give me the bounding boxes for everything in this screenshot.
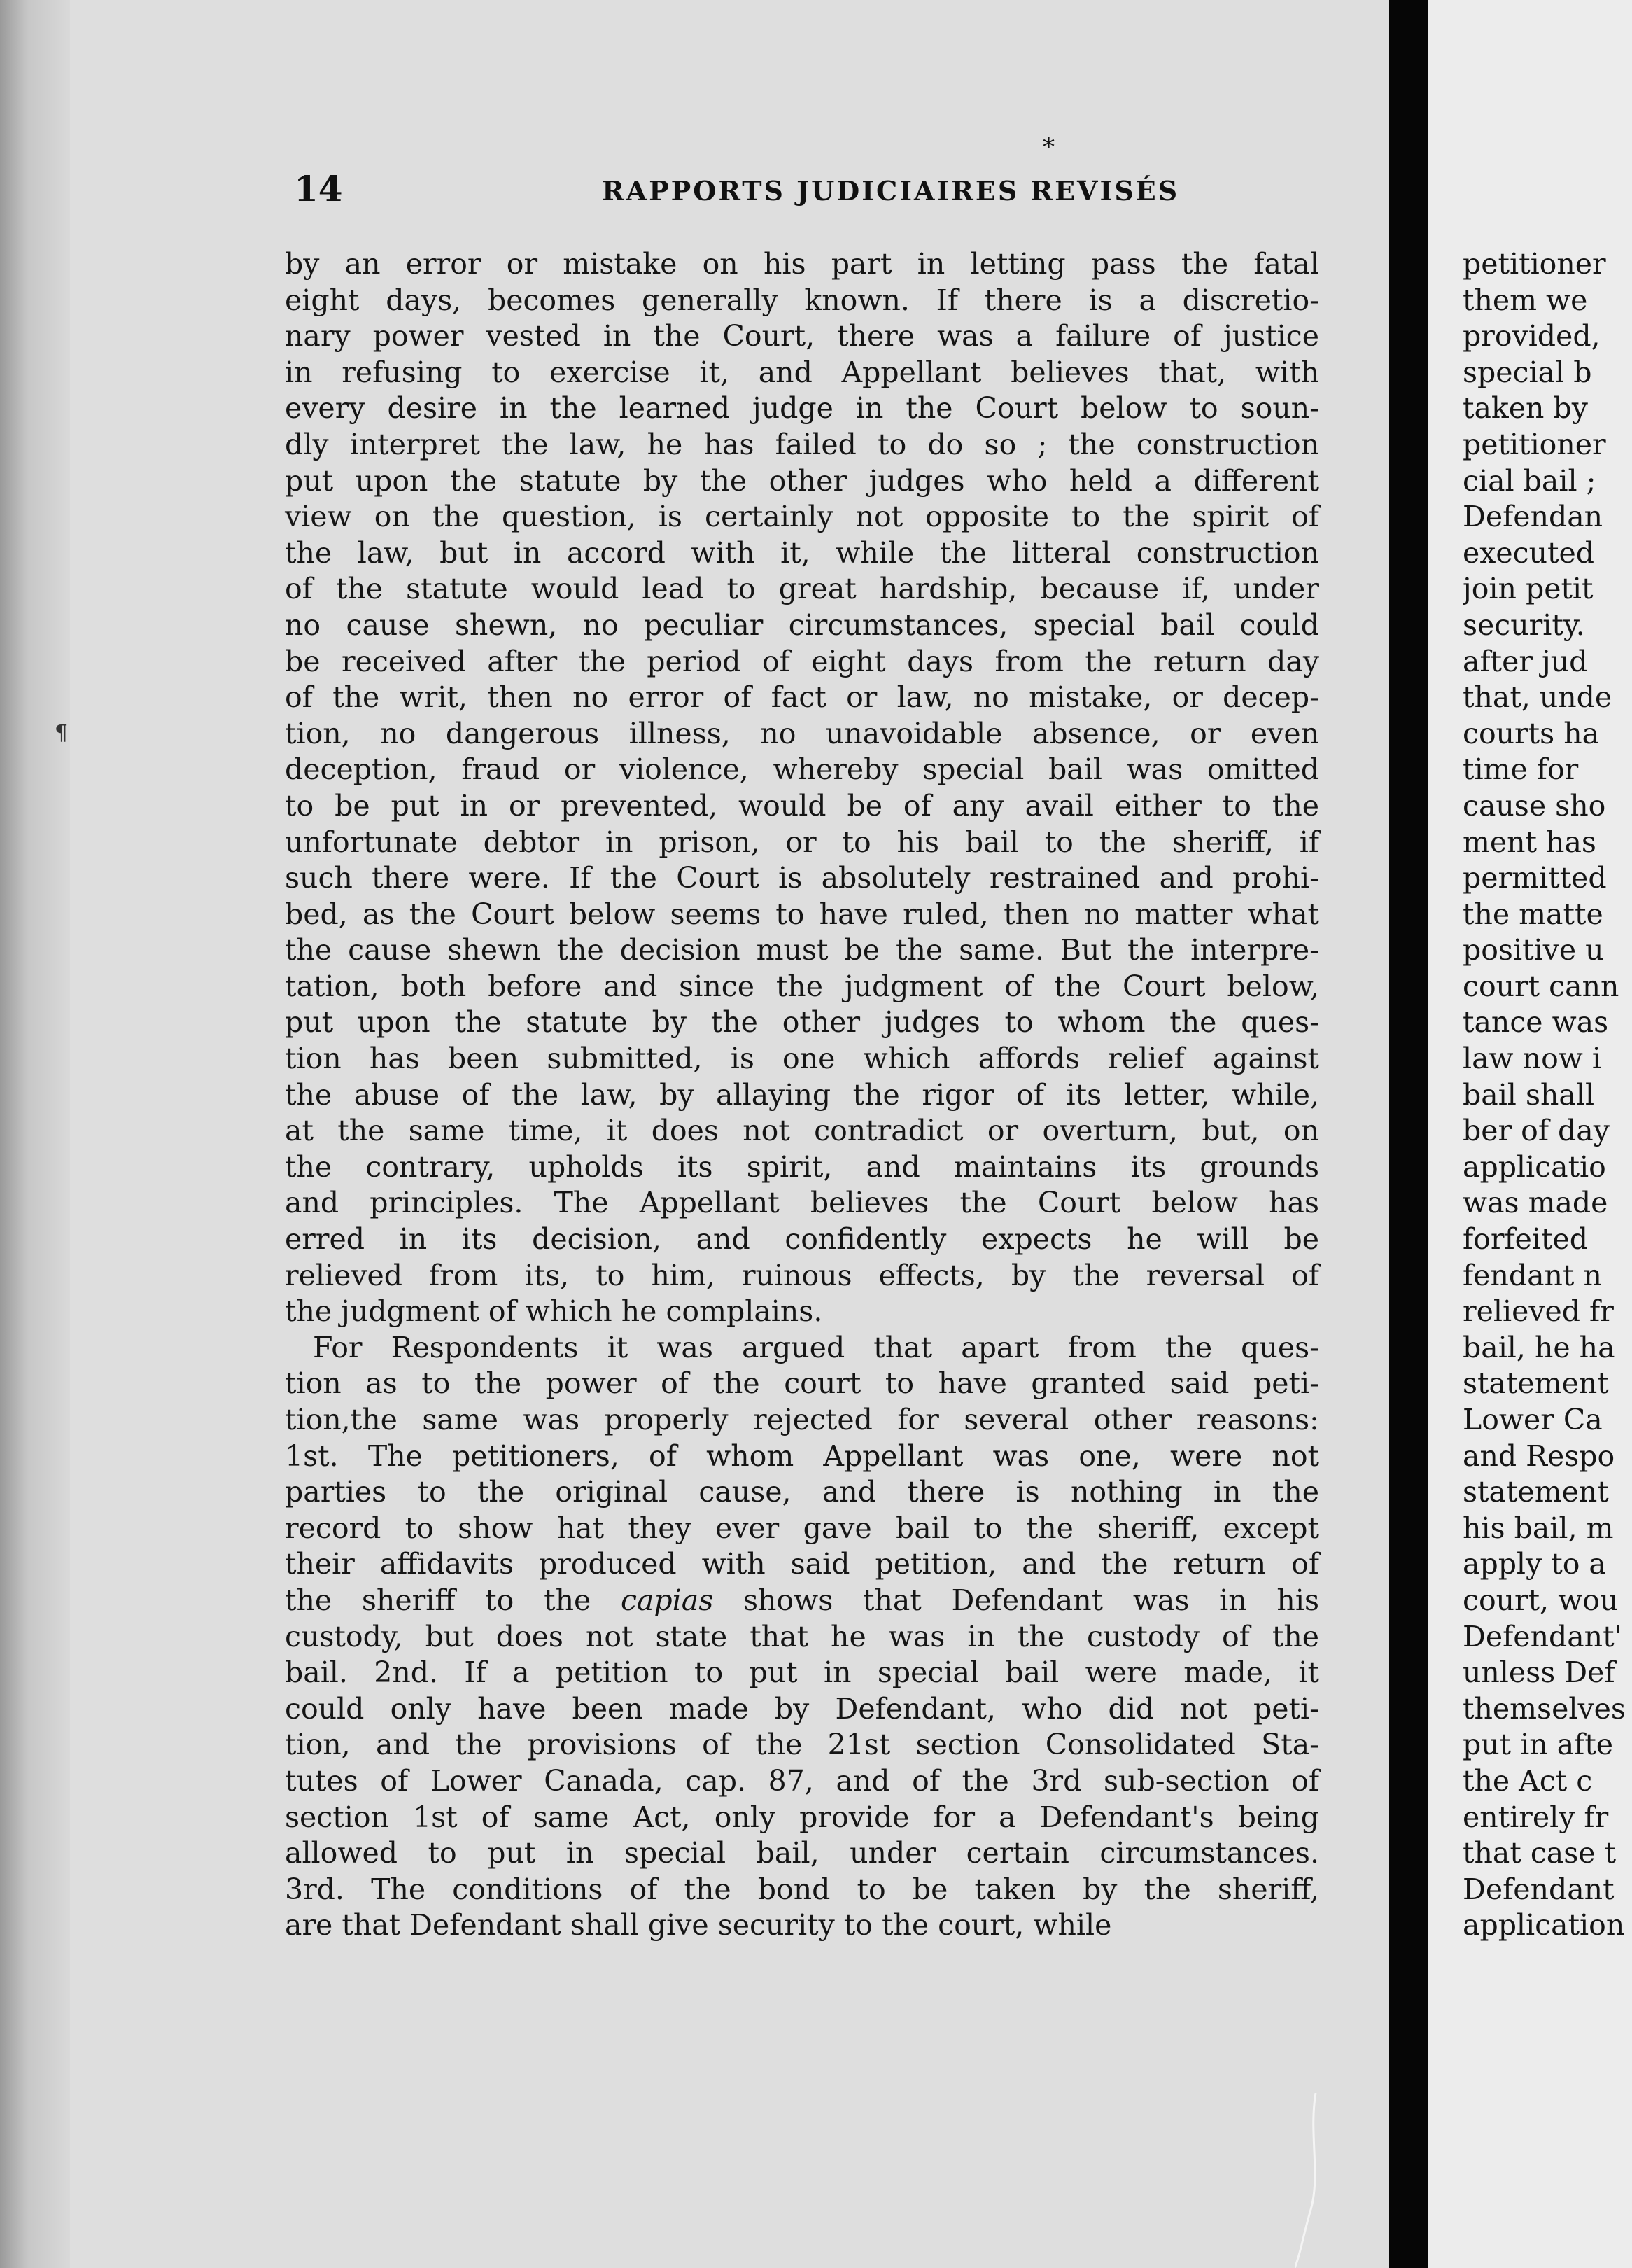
text-line: the abuse of the law, by allaying the rigor of its letter, while, bbox=[285, 1077, 1319, 1112]
right-text-line: tance was bbox=[1463, 1005, 1609, 1040]
text-line: custody, but does not state that he was in the custody of the bbox=[285, 1619, 1319, 1653]
right-text-line: permitted bbox=[1463, 861, 1607, 895]
right-text-line: executed bbox=[1463, 536, 1595, 570]
right-text-line: was made bbox=[1463, 1186, 1608, 1220]
text-line: to be put in or prevented, would be of any avail either to the bbox=[285, 788, 1319, 822]
right-text-line: cial bail ; bbox=[1463, 463, 1596, 498]
text-line bbox=[285, 1583, 1319, 1619]
top-mark: * bbox=[1043, 133, 1055, 161]
text-line: put upon the statute by the other judges who held a different bbox=[285, 463, 1319, 498]
italic-term: capias bbox=[620, 1583, 714, 1617]
right-text-line: special b bbox=[1463, 355, 1592, 389]
right-text-line: that case t bbox=[1463, 1836, 1617, 1870]
right-text-line: bail, he ha bbox=[1463, 1330, 1615, 1364]
right-text-line: ment has bbox=[1463, 825, 1596, 859]
text-line: bail. 2nd. If a petition to put in special bail were made, it bbox=[285, 1656, 1319, 1690]
scan-left-margin bbox=[0, 0, 70, 2268]
right-text-line: bail shall bbox=[1463, 1077, 1595, 1112]
right-text-line: ber of day bbox=[1463, 1114, 1610, 1148]
text-line: of the writ, then no error of fact or law, no mistake, or decep- bbox=[285, 680, 1319, 715]
text-line: 3rd. The conditions of the bond to be taken by the sheriff, bbox=[285, 1872, 1319, 1906]
text-line: tion, and the provisions of the 21st section Consolidated Sta- bbox=[285, 1728, 1319, 1762]
right-text-line: application bbox=[1463, 1908, 1625, 1942]
right-text-line: Defendant' bbox=[1463, 1619, 1622, 1653]
scan-scratch-mark bbox=[1295, 2093, 1323, 2268]
right-text-line: petitioner bbox=[1463, 247, 1606, 281]
page-header bbox=[0, 168, 1319, 217]
right-text-line: security. bbox=[1463, 608, 1585, 642]
text-line: For Respondents it was argued that apart from the ques- bbox=[313, 1330, 1319, 1364]
right-text-line: Defendant bbox=[1463, 1872, 1615, 1906]
right-text-line: law now i bbox=[1463, 1042, 1602, 1076]
text-line: bed, as the Court below seems to have ruled, then no matter what bbox=[285, 897, 1319, 931]
book-spine-shadow bbox=[1389, 0, 1428, 2268]
text-line: of the statute would lead to great hardship, because if, under bbox=[285, 572, 1319, 606]
right-text-line: apply to a bbox=[1463, 1547, 1606, 1581]
right-text-line: court cann bbox=[1463, 969, 1619, 1003]
margin-mark: ¶ bbox=[55, 721, 69, 746]
right-text-line: positive u bbox=[1463, 933, 1604, 967]
text-line: tutes of Lower Canada, cap. 87, and of the 3rd sub-section of bbox=[285, 1763, 1319, 1798]
right-text-line: themselves bbox=[1463, 1691, 1626, 1726]
text-line: erred in its decision, and confidently expects he will be bbox=[285, 1222, 1319, 1256]
right-text-line: them we bbox=[1463, 283, 1588, 317]
text-line: are that Defendant shall give security to the court, while bbox=[285, 1908, 1112, 1942]
text-line: tion as to the power of the court to have granted said peti- bbox=[285, 1366, 1319, 1401]
right-text-line: entirely fr bbox=[1463, 1800, 1609, 1834]
text-line: eight days, becomes generally known. If there is a discretio- bbox=[285, 283, 1319, 317]
text-line: dly interpret the law, he has failed to do so ; the construction bbox=[285, 427, 1319, 461]
text-line: be received after the period of eight days from the return day bbox=[285, 644, 1319, 678]
text-line: tation, both before and since the judgment of the Court below, bbox=[285, 969, 1319, 1003]
text-line: section 1st of same Act, only provide for a Defendant's being bbox=[285, 1800, 1319, 1834]
right-text-line: statement bbox=[1463, 1366, 1609, 1401]
right-text-line: unless Def bbox=[1463, 1656, 1615, 1690]
right-text-line: petitioner bbox=[1463, 427, 1606, 461]
text-line: allowed to put in special bail, under certain circumstances. bbox=[285, 1836, 1319, 1870]
text-line: deception, fraud or violence, whereby special bail was omitted bbox=[285, 752, 1319, 787]
text-line-part: shows that Defendant was in his bbox=[713, 1583, 1319, 1617]
right-text-line: time for bbox=[1463, 752, 1579, 787]
text-line: tion has been submitted, is one which affords relief against bbox=[285, 1042, 1319, 1076]
right-text-line: forfeited bbox=[1463, 1222, 1588, 1256]
text-line: unfortunate debtor in prison, or to his bail to the sheriff, if bbox=[285, 825, 1319, 859]
right-text-line: join petit bbox=[1463, 572, 1594, 606]
text-line: could only have been made by Defendant, who did not peti- bbox=[285, 1691, 1319, 1726]
text-line-part: the sheriff to the bbox=[285, 1583, 621, 1617]
text-line: the law, but in accord with it, while the litteral construction bbox=[285, 536, 1319, 570]
text-line: the judgment of which he complains. bbox=[285, 1294, 823, 1329]
text-line: in refusing to exercise it, and Appellant believes that, with bbox=[285, 355, 1319, 389]
running-title: RAPPORTS JUDICIAIRES REVISÉS bbox=[602, 175, 1180, 206]
text-line: relieved from its, to him, ruinous effects, by the reversal of bbox=[285, 1258, 1319, 1292]
right-text-line: after jud bbox=[1463, 644, 1588, 678]
text-line: at the same time, it does not contradict or overturn, but, on bbox=[285, 1114, 1319, 1148]
text-line: every desire in the learned judge in the Court below to soun- bbox=[285, 391, 1319, 426]
text-line: nary power vested in the Court, there was a failure of justice bbox=[285, 319, 1319, 354]
text-line: their affidavits produced with said petition, and the return of bbox=[285, 1547, 1319, 1581]
text-line: tion, no dangerous illness, no unavoidable absence, or even bbox=[285, 716, 1319, 750]
right-text-line: court, wou bbox=[1463, 1583, 1619, 1617]
text-line: no cause shewn, no peculiar circumstances, special bail could bbox=[285, 608, 1319, 642]
right-text-line: relieved fr bbox=[1463, 1294, 1614, 1329]
text-line: view on the question, is certainly not opposite to the spirit of bbox=[285, 500, 1319, 534]
right-text-line: put in afte bbox=[1463, 1728, 1614, 1762]
right-text-line: taken by bbox=[1463, 391, 1588, 426]
text-line: 1st. The petitioners, of whom Appellant was one, were not bbox=[285, 1438, 1319, 1473]
right-text-line: fendant n bbox=[1463, 1258, 1602, 1292]
text-line: tion,the same was properly rejected for several other reasons: bbox=[285, 1403, 1319, 1436]
text-line: record to show hat they ever gave bail to the sheriff, except bbox=[285, 1511, 1319, 1545]
text-line: the contrary, upholds its spirit, and maintains its grounds bbox=[285, 1149, 1319, 1184]
right-text-line: the matte bbox=[1463, 897, 1603, 931]
right-text-line: statement bbox=[1463, 1475, 1609, 1509]
text-line: put upon the statute by the other judges to whom the ques- bbox=[285, 1005, 1319, 1040]
page-number: 14 bbox=[294, 168, 343, 209]
text-line: and principles. The Appellant believes the Court below has bbox=[285, 1186, 1319, 1220]
right-text-line: provided, bbox=[1463, 319, 1601, 354]
text-line: such there were. If the Court is absolutely restrained and prohi- bbox=[285, 861, 1319, 895]
right-text-line: applicatio bbox=[1463, 1149, 1606, 1184]
right-text-line: the Act c bbox=[1463, 1763, 1593, 1798]
right-text-line: and Respo bbox=[1463, 1438, 1615, 1473]
right-text-line: his bail, m bbox=[1463, 1511, 1614, 1545]
body-text bbox=[285, 246, 1319, 1944]
right-page-text bbox=[1463, 246, 1632, 1944]
right-text-line: that, unde bbox=[1463, 680, 1612, 715]
text-line: the cause shewn the decision must be the same. But the interpre- bbox=[285, 933, 1319, 967]
right-text-line: courts ha bbox=[1463, 716, 1600, 750]
right-text-line: Lower Ca bbox=[1463, 1403, 1603, 1436]
text-line: parties to the original cause, and there is nothing in the bbox=[285, 1475, 1319, 1509]
right-text-line: cause sho bbox=[1463, 788, 1606, 822]
text-line: by an error or mistake on his part in letting pass the fatal bbox=[285, 247, 1319, 281]
right-text-line: Defendan bbox=[1463, 500, 1603, 534]
